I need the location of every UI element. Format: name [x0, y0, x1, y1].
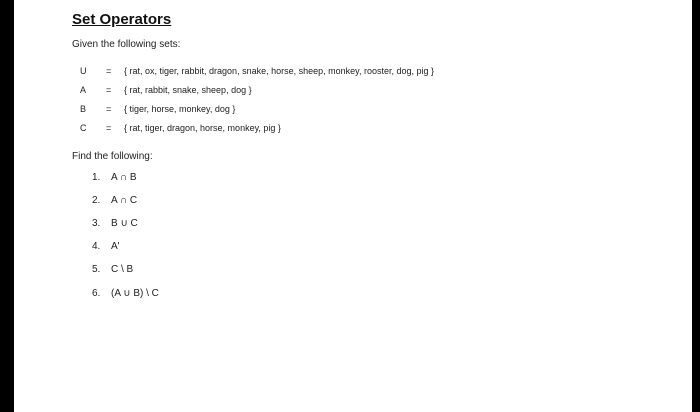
set-elements: { rat, ox, tiger, rabbit, dragon, snake, horse, sheep, monkey, rooster, dog, pig } [124, 66, 435, 76]
set-name: U [80, 66, 87, 76]
set-elements: { rat, tiger, dragon, horse, monkey, pig } [124, 123, 281, 133]
task-expression: A ∩ B [111, 172, 137, 183]
set-name: C [80, 123, 87, 133]
task-number: 2. [92, 195, 101, 206]
intro-text: Given the following sets: [72, 39, 181, 50]
task-number: 5. [92, 264, 101, 275]
task-number: 3. [92, 218, 101, 229]
task-expression: B ∪ C [111, 218, 138, 229]
set-name: B [80, 104, 87, 114]
set-elements: { rat, rabbit, snake, sheep, dog } [124, 85, 252, 95]
task-expression: A ∩ C [111, 195, 138, 206]
task-number: 6. [92, 288, 101, 299]
task-number: 1. [92, 172, 101, 183]
task-expression: C \ B [111, 264, 134, 275]
page-title: Set Operators [72, 11, 172, 28]
task-expression: A' [111, 241, 120, 252]
equals-sign: = [106, 85, 112, 95]
set-elements: { tiger, horse, monkey, dog } [124, 104, 236, 114]
equals-sign: = [106, 66, 112, 76]
find-label: Find the following: [72, 151, 153, 162]
document-page [14, 0, 692, 412]
equals-sign: = [106, 123, 112, 133]
equals-sign: = [106, 104, 112, 114]
set-name: A [80, 85, 87, 95]
task-expression: (A ∪ B) \ C [111, 288, 159, 299]
task-number: 4. [92, 241, 101, 252]
